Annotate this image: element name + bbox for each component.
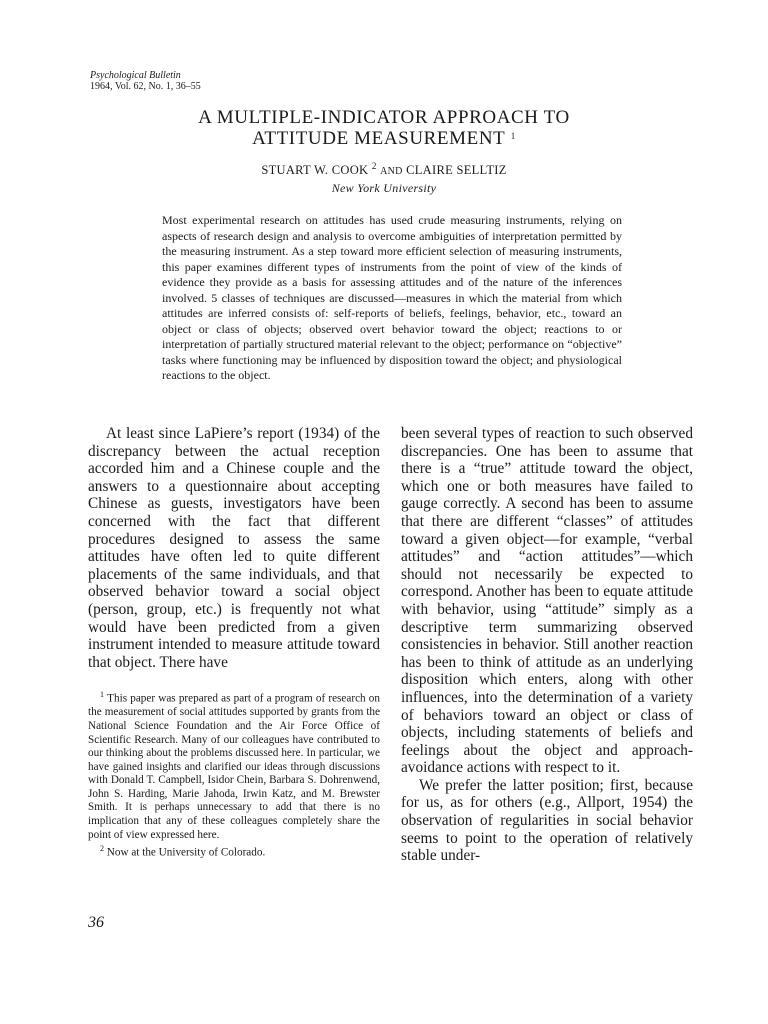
author-affiliation: New York University: [331, 181, 437, 195]
body-column-left: [88, 425, 380, 671]
author-line: [80, 163, 688, 178]
author-conjunction: AND: [380, 166, 403, 177]
body-paragraph-continued: been several types of reaction to such observed discrepancies. One has been to assume that there is a “true” attitude toward the object, which one or both measures have failed to gauge correctly. A second has been to assume that there are different “classes” of attitudes toward a given object—for example, “verbal attitudes” and “action attitudes”—which should not necessarily be expected to correspond. Another has been to equate attitude with behavior, using “attitude” simply as a descriptive term summarizing observed consistencies in behavior. Still another reaction has been to think of attitude as an underlying disposition which enters, along with other influences, into the determination of a variety of behaviors toward an object or class of objects, including statements of beliefs and feelings about the object and approach-avoidance actions with respect to it.: [401, 425, 693, 777]
body-paragraph: At least since LaPiere’s report (1934) of the discrepancy between the actual reception accorded him and a Chinese couple and the answers to a questionnaire about accepting Chinese as guests, investigators have been concerned with the fact that different procedures designed to assess the same attitudes have often led to quite different placements of the same individuals, and that observed behavior toward a social object (person, group, etc.) is frequently not what would have been predicted from a given instrument intended to measure attitude toward that object. There have: [88, 425, 380, 671]
title-line-1: A MULTIPLE-INDICATOR APPROACH TO: [198, 107, 570, 128]
title-footnote-mark: 1: [510, 131, 516, 141]
article-title: [80, 107, 688, 149]
footnote-2: [88, 842, 380, 860]
title-line-2: ATTITUDE MEASUREMENT: [252, 128, 506, 149]
footnote-1-text: This paper was prepared as part of a program of research on the measurement of social attitudes supported by grants from the National Science Foundation and the Air Force Office of Scientific Research. Many of our colleagues have contributed to our thinking about the problems discussed here. In particular, we have gained insights and clarified our ideas through discussions with Donald T. Campbell, Isidor Chein, Barbara S. Dohrenwend, John S. Harding, Marie Jahoda, Irwin Katz, and M. Brewster Smith. It is perhaps unnecessary to add that there is no implication that any of these colleagues completely share the point of view expressed here.: [88, 692, 380, 841]
journal-header: [90, 70, 201, 92]
abstract: Most experimental research on attitudes has used crude measuring instruments, relying on aspects of research design and analysis to overcome ambiguities of interpretation permitted by the measuring instrument. As a step toward more efficient selection of measuring instruments, this paper examines different types of instruments from the point of view of the kinds of evidence they provide as a basis for assessing attitudes and of the nature of the inferences involved. 5 classes of techniques are discussed—measures in which the material from which attitudes are inferred consists of: self-reports of beliefs, feelings, behavior, etc., toward an object or class of objects; observed overt behavior toward the object; reactions to or interpretation of partially structured material relevant to the object; performance on “objective” tasks where functioning may be influenced by disposition toward the object; and physiological reactions to the object.: [162, 213, 622, 382]
author-footnote-mark: 2: [371, 161, 377, 171]
page-number: 36: [88, 914, 104, 931]
footnote-2-mark: 2: [100, 844, 104, 854]
body-column-right: [401, 425, 693, 865]
footnotes: [88, 688, 380, 861]
author-first: STUART W. COOK: [261, 163, 369, 177]
journal-volume: 1964, Vol. 62, No. 1, 36–55: [90, 81, 201, 92]
author-second: CLAIRE SELLTIZ: [406, 163, 507, 177]
body-paragraph: We prefer the latter position; first, because for us, as for others (e.g., Allport, 1954) the observation of regularities in social behavior seems to point to the operation of relatively stable under-: [401, 776, 693, 865]
footnote-1: [88, 688, 380, 842]
journal-name: Psychological Bulletin: [90, 70, 181, 81]
footnote-2-text: Now at the University of Colorado.: [106, 847, 266, 859]
footnote-1-mark: 1: [100, 690, 104, 699]
